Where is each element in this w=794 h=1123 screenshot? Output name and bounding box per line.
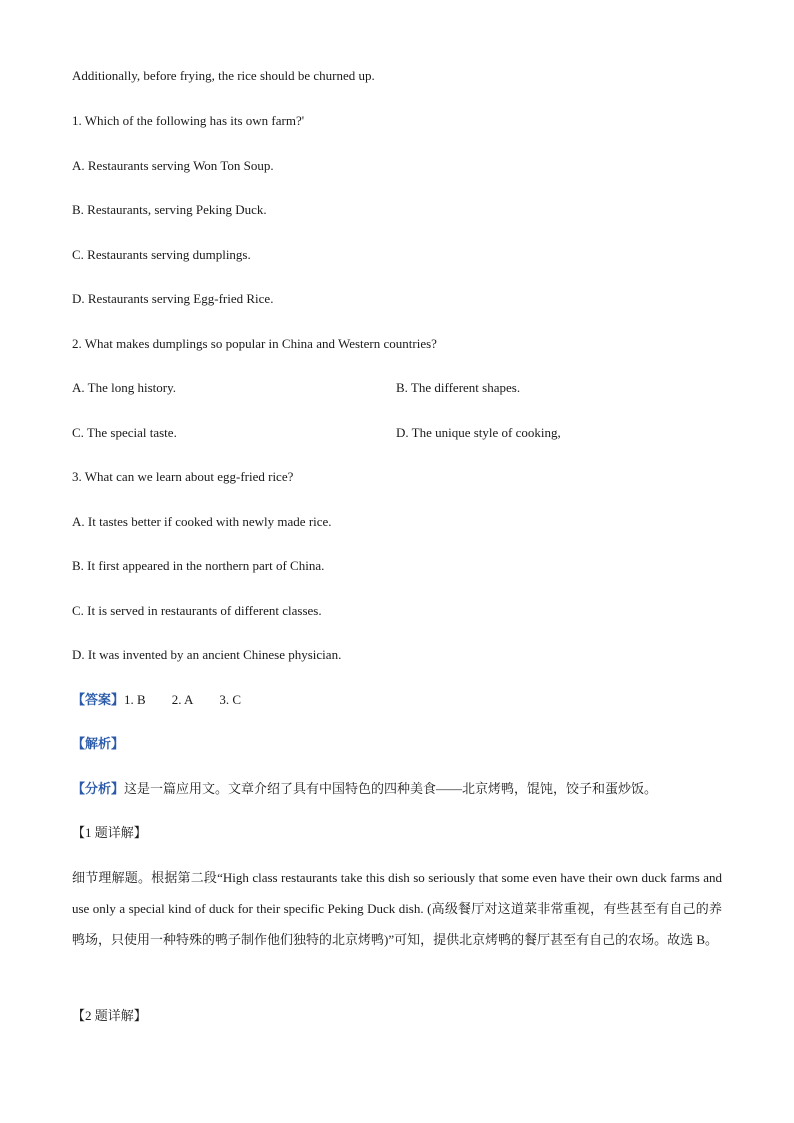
question-1-option-a: A. Restaurants serving Won Ton Soup.	[72, 158, 274, 173]
question-2-option-d: D. The unique style of cooking,	[396, 425, 561, 440]
detail-2-heading: 【2 题详解】	[72, 1008, 147, 1023]
detail-1-text: 细节理解题。根据第二段“High class restaurants take this dish so seriously that some even have their own duck farms and use only a special kind of duck for their specific Peking Duck dish. (高级餐厅对这道菜非常重视，有些甚至有自己的养鸭场，只使用一种特殊的鸭子制作他们独特的北京烤鸭)”可知，提供北京烤鸭的餐厅甚至有自己的农场。故选 B。	[72, 870, 722, 947]
question-3-option-c: C. It is served in restaurants of different classes.	[72, 603, 322, 618]
analysis-heading: 【解析】	[72, 736, 125, 751]
question-1-option-b: B. Restaurants, serving Peking Duck.	[72, 202, 267, 217]
answer-label: 【答案】	[72, 692, 125, 707]
summary-text: 这是一篇应用文。文章介绍了具有中国特色的四种美食——北京烤鸭，馄饨，饺子和蛋炒饭。	[124, 781, 658, 796]
question-3-stem: 3. What can we learn about egg-fried rice?	[72, 469, 294, 484]
summary-label: 【分析】	[72, 781, 125, 796]
question-1-stem: 1. Which of the following has its own farm?'	[72, 113, 305, 128]
question-3-option-b: B. It first appeared in the northern part of China.	[72, 558, 325, 573]
question-3-option-d: D. It was invented by an ancient Chinese physician.	[72, 647, 342, 662]
question-2-stem: 2. What makes dumplings so popular in China and Western countries?	[72, 336, 437, 351]
detail-1-heading: 【1 题详解】	[72, 825, 147, 840]
answer-item-2: 2. A	[171, 692, 194, 707]
intro-line: Additionally, before frying, the rice should be churned up.	[72, 68, 375, 83]
question-2-option-a: A. The long history.	[72, 380, 176, 395]
question-2-option-c: C. The special taste.	[72, 425, 177, 440]
analysis-summary	[72, 779, 657, 799]
answer-item-3: 3. C	[219, 692, 242, 707]
answer-item-1: 1. B	[124, 692, 146, 707]
question-2-option-b: B. The different shapes.	[396, 380, 521, 395]
question-1-option-c: C. Restaurants serving dumplings.	[72, 247, 251, 262]
answer-line	[72, 690, 241, 710]
question-3-option-a: A. It tastes better if cooked with newly made rice.	[72, 514, 332, 529]
question-1-option-d: D. Restaurants serving Egg-fried Rice.	[72, 291, 274, 306]
